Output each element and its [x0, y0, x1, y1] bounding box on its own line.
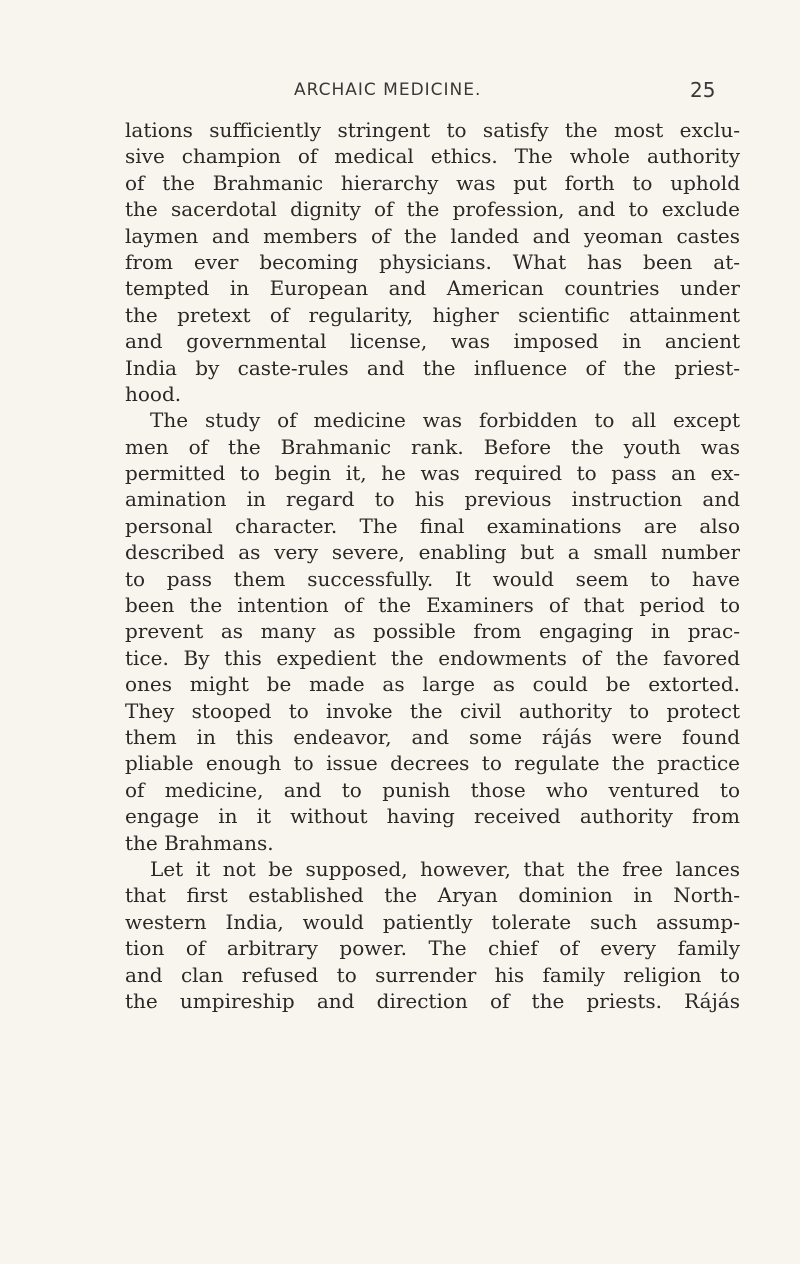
text-line: the pretext of regularity, higher scientific attainment [125, 302, 740, 327]
text-line: the sacerdotal dignity of the profession, and to exclude [125, 197, 740, 222]
text-line: that first established the Aryan dominion in North- [125, 883, 740, 908]
running-title: ARCHAIC MEDICINE. [294, 80, 482, 100]
text-line: laymen and members of the landed and yeoman castes [125, 223, 740, 248]
text-line: tempted in European and American countries under [125, 276, 740, 301]
text-line: of medicine, and to punish those who ventured to [125, 777, 740, 802]
text-line: tion of arbitrary power. The chief of every family [125, 936, 740, 961]
text-line: and clan refused to surrender his family religion to [125, 962, 740, 987]
paragraph-3 [125, 856, 740, 1014]
text-line: pliable enough to issue decrees to regulate the practice [125, 751, 740, 776]
paragraph-1 [125, 117, 740, 407]
text-line: prevent as many as possible from engaging in prac- [125, 619, 740, 644]
text-line: personal character. The final examinations are also [125, 513, 740, 538]
text-line: engage in it without having received authority from [125, 804, 740, 829]
text-line: to pass them successfully. It would seem to have [125, 566, 740, 591]
text-line: them in this endeavor, and some rájás were found [125, 724, 740, 749]
text-line: tice. By this expedient the endowments of the favored [125, 645, 740, 670]
text-line: western India, would patiently tolerate such assump- [125, 909, 740, 934]
paragraph-2 [125, 407, 740, 856]
text-line: described as very severe, enabling but a small number [125, 540, 740, 565]
text-line: and governmental license, was imposed in ancient [125, 329, 740, 354]
text-line: been the intention of the Examiners of that period to [125, 593, 740, 618]
text-line: the Brahmans. [125, 830, 274, 855]
running-head [0, 80, 800, 110]
text-line: hood. [125, 381, 182, 406]
text-line: permitted to begin it, he was required to pass an ex- [125, 461, 740, 486]
text-line: the umpireship and direction of the priests. Rájás [125, 988, 740, 1013]
text-line: The study of medicine was forbidden to all except [150, 408, 740, 433]
text-line: lations sufficiently stringent to satisfy the most exclu- [125, 118, 740, 142]
text-line: sive champion of medical ethics. The whole authority [125, 144, 740, 169]
page-number: 25 [690, 78, 716, 102]
text-line: of the Brahmanic hierarchy was put forth to uphold [125, 170, 740, 195]
text-line: Let it not be supposed, however, that the free lances [150, 856, 740, 881]
text-line: India by caste-rules and the influence of the priest- [125, 355, 740, 380]
body-text [125, 117, 740, 1014]
text-line: They stooped to invoke the civil authority to protect [125, 698, 740, 723]
text-line: from ever becoming physicians. What has been at- [125, 249, 740, 274]
text-line: ones might be made as large as could be extorted. [125, 672, 740, 697]
text-line: men of the Brahmanic rank. Before the youth was [125, 434, 740, 459]
text-line: amination in regard to his previous instruction and [125, 487, 740, 512]
